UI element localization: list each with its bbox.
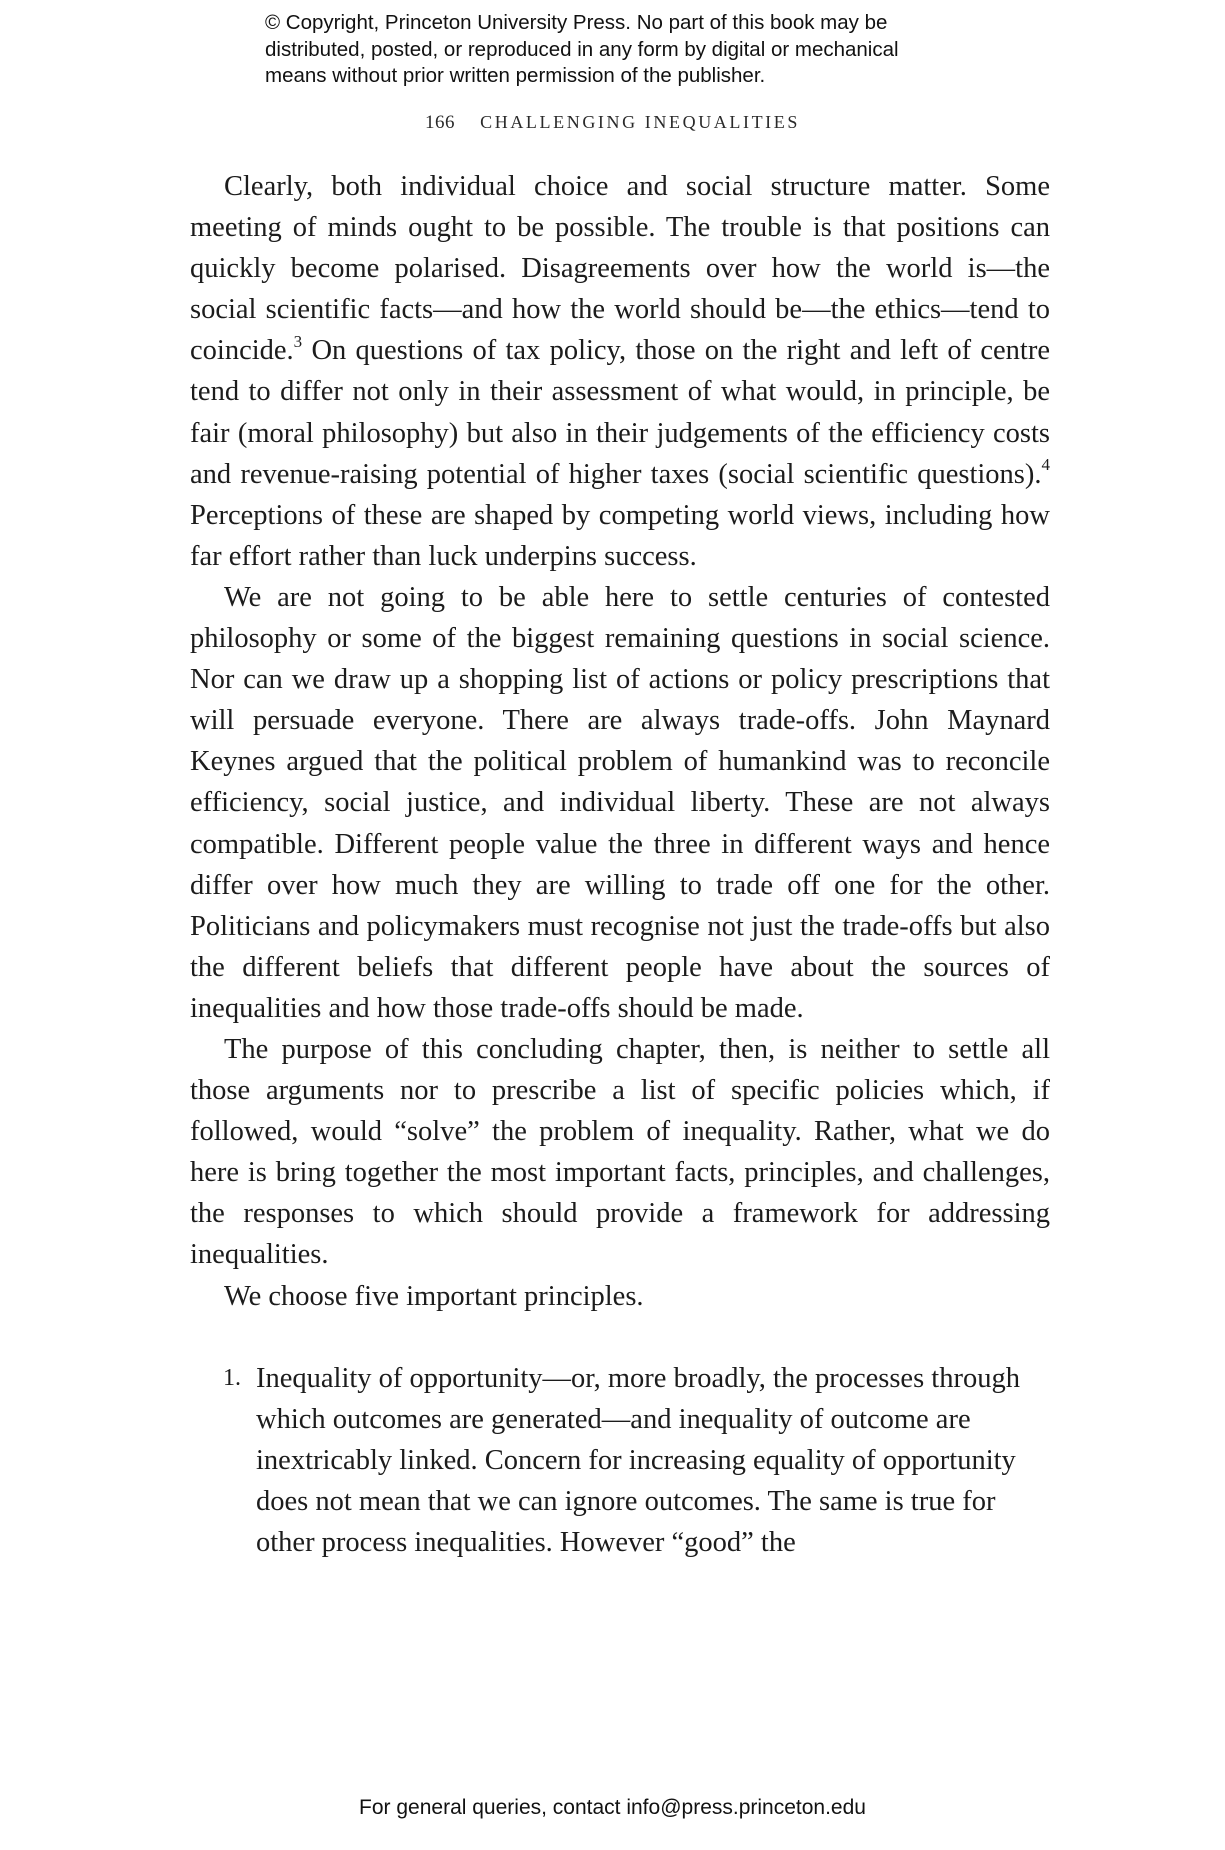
- copyright-line: © Copyright, Princeton University Press. No part of this book may be: [265, 11, 888, 34]
- copyright-line: distributed, posted, or reproduced in any form by digital or mechanical: [265, 37, 899, 61]
- paragraph: We are not going to be able here to settle centuries of contested philosophy or some of the biggest remaining questions in social science. Nor can we draw up a shopping list of actions or policy prescriptions that will persuade everyone. There are always trade-offs. John Maynard Keynes argued that the political problem of humankind was to reconcile efficiency, social justice, and individual liberty. These are not always compatible. Different people value the three in different ways and hence differ over how much they are willing to trade off one for the other. Politicians and policymakers must recognise not just the trade-offs but also the different beliefs that different people have about the sources of inequalities and how those trade-offs should be made.: [190, 581, 1050, 1024]
- list-item-text: Inequality of opportunity—or, more broadly, the processes through which outcomes are generated—and inequality of outcome are inextricably linked. Concern for increasing equality of opportunity does not mean that we can ignore outcomes. The same is true for other process inequalities. However “good” the: [256, 1362, 1020, 1558]
- copyright-notice: [265, 10, 985, 90]
- footnote-marker[interactable]: 4: [1041, 455, 1050, 475]
- paragraph-text: Perceptions of these are shaped by competing world views, including how far effort rather than luck underpins success.: [190, 499, 1050, 572]
- page-number: 166: [425, 112, 456, 133]
- list-item-number: 1.: [223, 1364, 241, 1391]
- footer-contact: For general queries, contact info@press.princeton.edu: [359, 1796, 866, 1819]
- running-head-title: CHALLENGING INEQUALITIES: [480, 112, 800, 132]
- list-item: [190, 1358, 1050, 1563]
- list-spacer: [190, 1317, 1050, 1358]
- paragraph: The purpose of this concluding chapter, then, is neither to settle all those arguments nor to prescribe a list of specific policies which, if followed, would “solve” the problem of inequality. Rather, what we do here is bring together the most important facts, principles, and challenges, the responses to which should provide a framework for addressing inequalities.: [190, 1033, 1050, 1271]
- page-body: [190, 166, 1050, 1563]
- principles-list: [190, 1358, 1050, 1563]
- paragraph: We choose five important principles.: [224, 1280, 644, 1312]
- running-head: [0, 112, 1225, 134]
- paragraph: [190, 166, 1050, 577]
- paragraph-text: On questions of tax policy, those on the right and left of centre tend to differ not only in their assessment of what would, in principle, be fair (moral philosophy) but also in their judgements of the efficiency costs and revenue-raising potential of higher taxes (social scientific questions).: [190, 335, 1050, 490]
- paragraph-text: Clearly, both individual choice and social structure matter. Some meeting of minds ought to be possible. The trouble is that positions can quickly become polarised. Disagreements over how the world is—the social scientific facts—and how the world should be—the ethics—tend to coincide.: [190, 171, 1050, 367]
- footnote-marker[interactable]: 3: [293, 331, 303, 351]
- copyright-line: means without prior written permission of the publisher.: [265, 64, 766, 87]
